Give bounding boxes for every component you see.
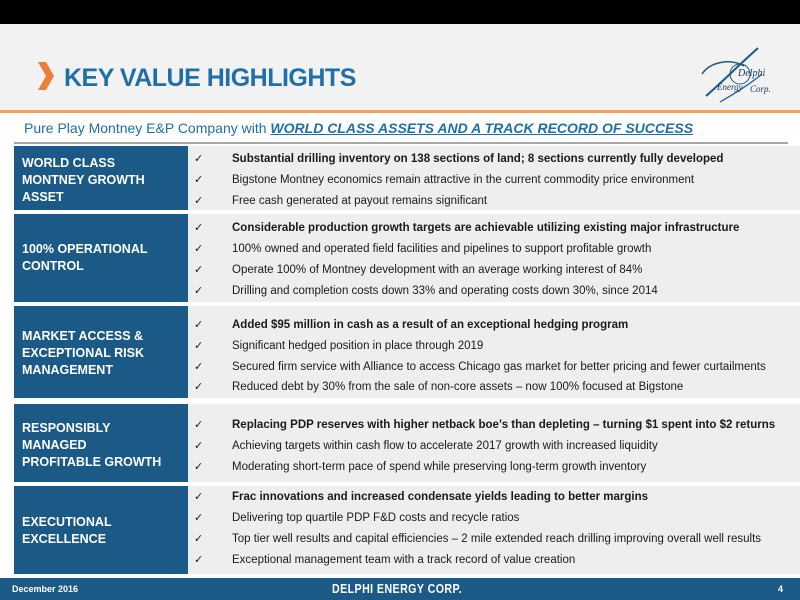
logo-text-delphi: Delphi [738,68,766,79]
checkmark-icon: ✓ [194,222,204,234]
bullet-item: ✓ 100% owned and operated field facilities and pipelines to support profitable growth [194,243,652,255]
bullet-item: ✓ Secured firm service with Alliance to access Chicago gas market for better pricing and fewer curtailments [194,361,766,373]
checkmark-icon: ✓ [194,285,204,297]
checkmark-icon: ✓ [194,319,204,331]
bullet-item: ✓ Reduced debt by 30% from the sale of non-core assets – now 100% focused at Bigstone [194,381,684,393]
checkmark-icon: ✓ [194,512,204,524]
bullet-item: ✓ Free cash generated at payout remains significant [194,195,488,207]
bullet-item: ✓ Frac innovations and increased condensate yields leading to better margins [194,491,649,503]
checkmark-icon: ✓ [194,195,204,207]
checkmark-icon: ✓ [194,461,204,473]
bullet-item: ✓ Exceptional management team with a track record of value creation [194,554,576,566]
section-label: EXECUTIONAL EXCELLENCE [22,515,112,546]
section-content [188,214,800,302]
checkmark-icon: ✓ [194,491,204,503]
section-label: MARKET ACCESS & EXCEPTIONAL RISK MANAGEMENT [22,329,145,377]
logo-text-energy: Energy [717,82,743,92]
bullet-item: ✓ Achieving targets within cash flow to accelerate 2017 growth with increased liquidity [194,440,658,452]
chevron-right-icon [36,62,54,90]
section-label-box [14,404,188,482]
checkmark-icon: ✓ [194,174,204,186]
section-world-class-asset [14,146,800,210]
checkmark-icon: ✓ [194,264,204,276]
checkmark-icon: ✓ [194,440,204,452]
section-label: 100% OPERATIONAL CONTROL [22,242,148,273]
footer-company-logo: DELPHI ENERGY CORP. [332,581,463,596]
bullet-item: ✓ Substantial drilling inventory on 138 sections of land; 8 sections currently fully developed [194,153,724,165]
section-content [188,146,800,210]
section-label-box [14,214,188,302]
section-responsibly-managed [14,404,800,482]
checkmark-icon: ✓ [194,554,204,566]
section-market-access [14,306,800,398]
slide-subtitle [24,120,693,136]
section-label: RESPONSIBLY MANAGED PROFITABLE GROWTH [22,421,162,469]
checkmark-icon: ✓ [194,243,204,255]
slide-title: KEY VALUE HIGHLIGHTS [64,64,356,92]
bullet-item: ✓ Operate 100% of Montney development with an average working interest of 84% [194,264,643,276]
section-label-box [14,486,188,574]
checkmark-icon: ✓ [194,361,204,373]
header-divider [0,110,800,113]
section-operational-control [14,214,800,302]
bullet-item: ✓ Significant hedged position in place through 2019 [194,340,484,352]
section-content [188,404,800,482]
bullet-item: ✓ Delivering top quartile PDP F&D costs and recycle ratios [194,512,520,524]
logo-text-corp: Corp. [750,84,771,94]
top-black-bar [0,0,800,24]
footer-date: December 2016 [12,584,79,594]
subtitle-lead: Pure Play Montney E&P Company with [24,120,271,136]
page-number: 4 [778,584,784,594]
bullet-item: ✓ Bigstone Montney economics remain attractive in the current commodity price environment [194,174,695,186]
bullet-item: ✓ Moderating short-term pace of spend while preserving long-term growth inventory [194,461,647,473]
checkmark-icon: ✓ [194,153,204,165]
section-label-box [14,306,188,398]
section-executional-excellence [14,486,800,574]
checkmark-icon: ✓ [194,533,204,545]
section-content [188,306,800,398]
section-label: WORLD CLASS MONTNEY GROWTH ASSET [22,156,145,204]
checkmark-icon: ✓ [194,419,204,431]
bullet-item: ✓ Added $95 million in cash as a result of an exceptional hedging program [194,319,629,331]
bullet-item: ✓ Considerable production growth targets are achievable utilizing existing major infrastructure [194,222,740,234]
section-label-box [14,146,188,210]
subtitle-emphasis: WORLD CLASS ASSETS AND A TRACK RECORD OF SUCCESS [270,120,694,136]
bullet-item: ✓ Top tier well results and capital efficiencies – 2 mile extended reach drilling improving overall well results [194,533,762,545]
bullet-item: ✓ Drilling and completion costs down 33% and operating costs down 30%, since 2014 [194,285,658,297]
checkmark-icon: ✓ [194,381,204,393]
section-content [188,486,800,574]
bullet-item: ✓ Replacing PDP reserves with higher netback boe’s than depleting – turning $1 spent into $2 returns [194,419,776,431]
checkmark-icon: ✓ [194,340,204,352]
subtitle-divider [14,142,788,144]
